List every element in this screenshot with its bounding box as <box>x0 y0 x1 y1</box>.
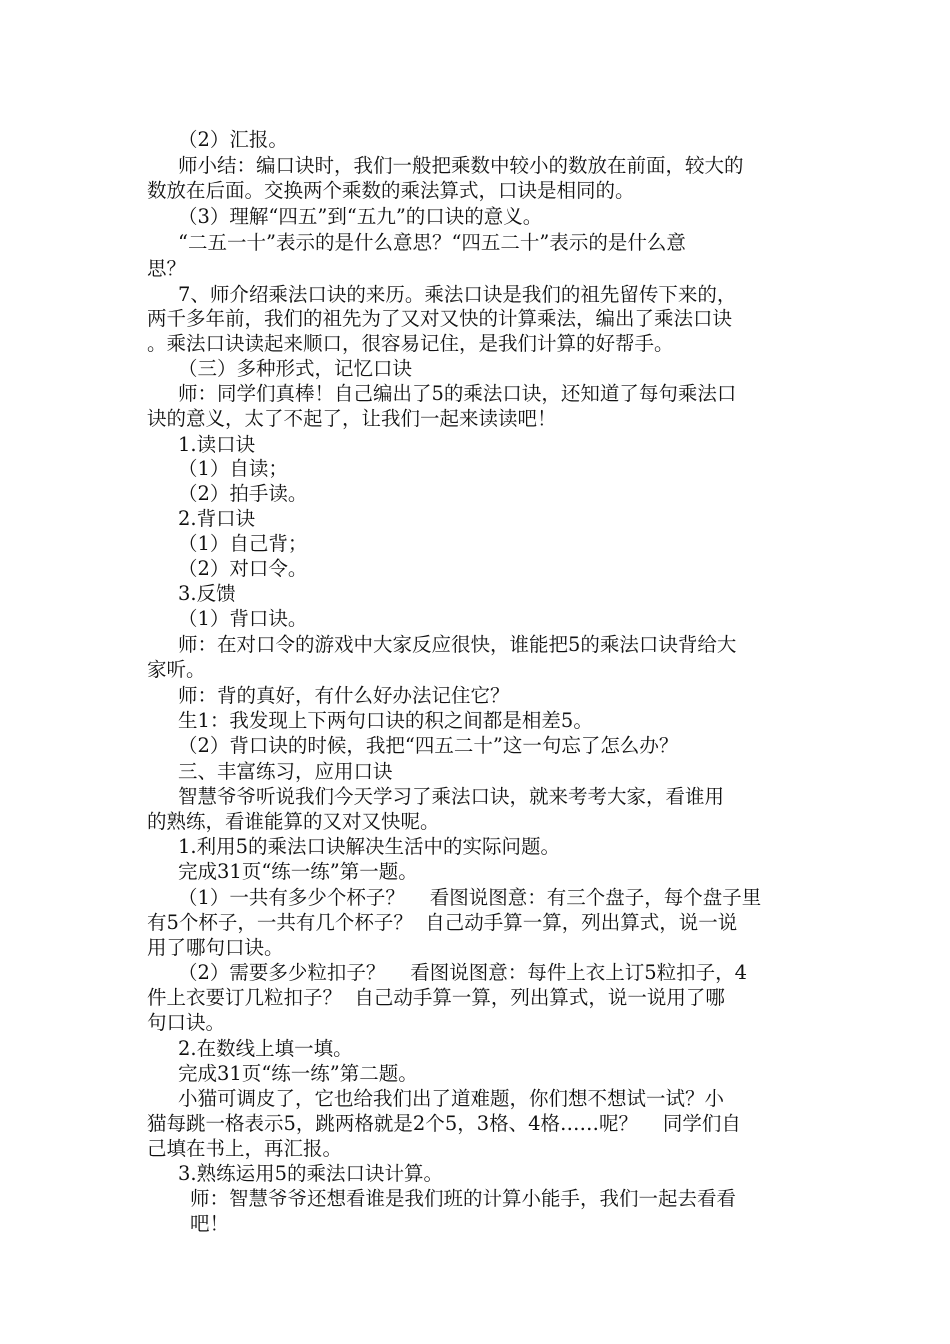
text-line: （1）背口诀。 <box>178 607 308 630</box>
text-line: 两千多年前，我们的祖先为了又对又快的计算乘法，编出了乘法口诀 <box>147 307 733 330</box>
text-line: 2.背口诀 <box>178 507 256 530</box>
text-line: （2）拍手读。 <box>178 482 308 505</box>
text-line: 件上衣要订几粒扣子？ 自己动手算一算，列出算式，说一说用了哪 <box>147 986 725 1009</box>
text-line: 诀的意义，太了不起了，让我们一起来读读吧！ <box>147 407 557 430</box>
text-line: （1）自读； <box>178 457 288 480</box>
text-line: 小猫可调皮了，它也给我们出了道难题，你们想不想试一试？小 <box>178 1087 725 1110</box>
text-line: 。乘法口诀读起来顺口，很容易记住，是我们计算的好帮手。 <box>147 332 674 355</box>
text-line: 师：背的真好，有什么好办法记住它？ <box>178 684 510 707</box>
text-line: 完成31页“练一练”第一题。 <box>178 860 418 883</box>
text-line: 有5个杯子，一共有几个杯子？ 自己动手算一算，列出算式，说一说 <box>147 911 738 934</box>
text-line: （2）需要多少粒扣子？ 看图说图意：每件上衣上订5粒扣子，4 <box>178 961 748 984</box>
text-line: 用了哪句口诀。 <box>147 936 284 959</box>
text-line: 师：同学们真棒！自己编出了5的乘法口诀，还知道了每句乘法口 <box>178 382 737 405</box>
text-line: 7、师介绍乘法口诀的来历。乘法口诀是我们的祖先留传下来的， <box>178 283 737 306</box>
text-line: 猫每跳一格表示5，跳两格就是2个5，3格、4格……呢？ 同学们自 <box>147 1112 741 1135</box>
text-line: （2）汇报。 <box>178 128 288 151</box>
text-line: 己填在书上，再汇报。 <box>147 1137 343 1160</box>
text-line: （1）自己背； <box>178 532 308 555</box>
text-line: （三）多种形式，记忆口诀 <box>178 357 413 380</box>
text-line: （3）理解“四五”到“五九”的口诀的意义。 <box>178 205 543 228</box>
text-line: 思？ <box>147 257 187 280</box>
text-line: 家听。 <box>147 658 206 681</box>
text-line: 完成31页“练一练”第二题。 <box>178 1062 418 1085</box>
text-line: 智慧爷爷听说我们今天学习了乘法口诀，就来考考大家，看谁用 <box>178 785 725 808</box>
text-line: 3.反馈 <box>178 582 236 605</box>
text-line: 3.熟练运用5的乘法口诀计算。 <box>178 1162 444 1185</box>
text-line: 生1：我发现上下两句口诀的积之间都是相差5。 <box>178 709 593 732</box>
text-line: 1.利用5的乘法口诀解决生活中的实际问题。 <box>178 835 561 858</box>
text-line: （2）对口令。 <box>178 557 308 580</box>
text-line: 师：智慧爷爷还想看谁是我们班的计算小能手，我们一起去看看 <box>190 1187 737 1210</box>
text-line: 数放在后面。交换两个乘数的乘法算式，口诀是相同的。 <box>147 179 635 202</box>
text-line: 吧！ <box>190 1212 230 1235</box>
text-line: （2）背口诀的时候，我把“四五二十”这一句忘了怎么办？ <box>178 734 679 757</box>
text-line: （1）一共有多少个杯子？ 看图说图意：有三个盘子，每个盘子里 <box>178 886 762 909</box>
text-line: 的熟练，看谁能算的又对又快呢。 <box>147 810 440 833</box>
text-line: 2.在数线上填一填。 <box>178 1037 353 1060</box>
text-line: “二五一十”表示的是什么意思？“四五二十”表示的是什么意 <box>178 231 686 254</box>
text-line: 三、丰富练习，应用口诀 <box>178 760 393 783</box>
text-line: 句口诀。 <box>147 1011 226 1034</box>
text-line: 1.读口诀 <box>178 433 256 456</box>
text-line: 师小结：编口诀时，我们一般把乘数中较小的数放在前面，较大的 <box>178 154 744 177</box>
text-line: 师：在对口令的游戏中大家反应很快，谁能把5的乘法口诀背给大 <box>178 633 737 656</box>
